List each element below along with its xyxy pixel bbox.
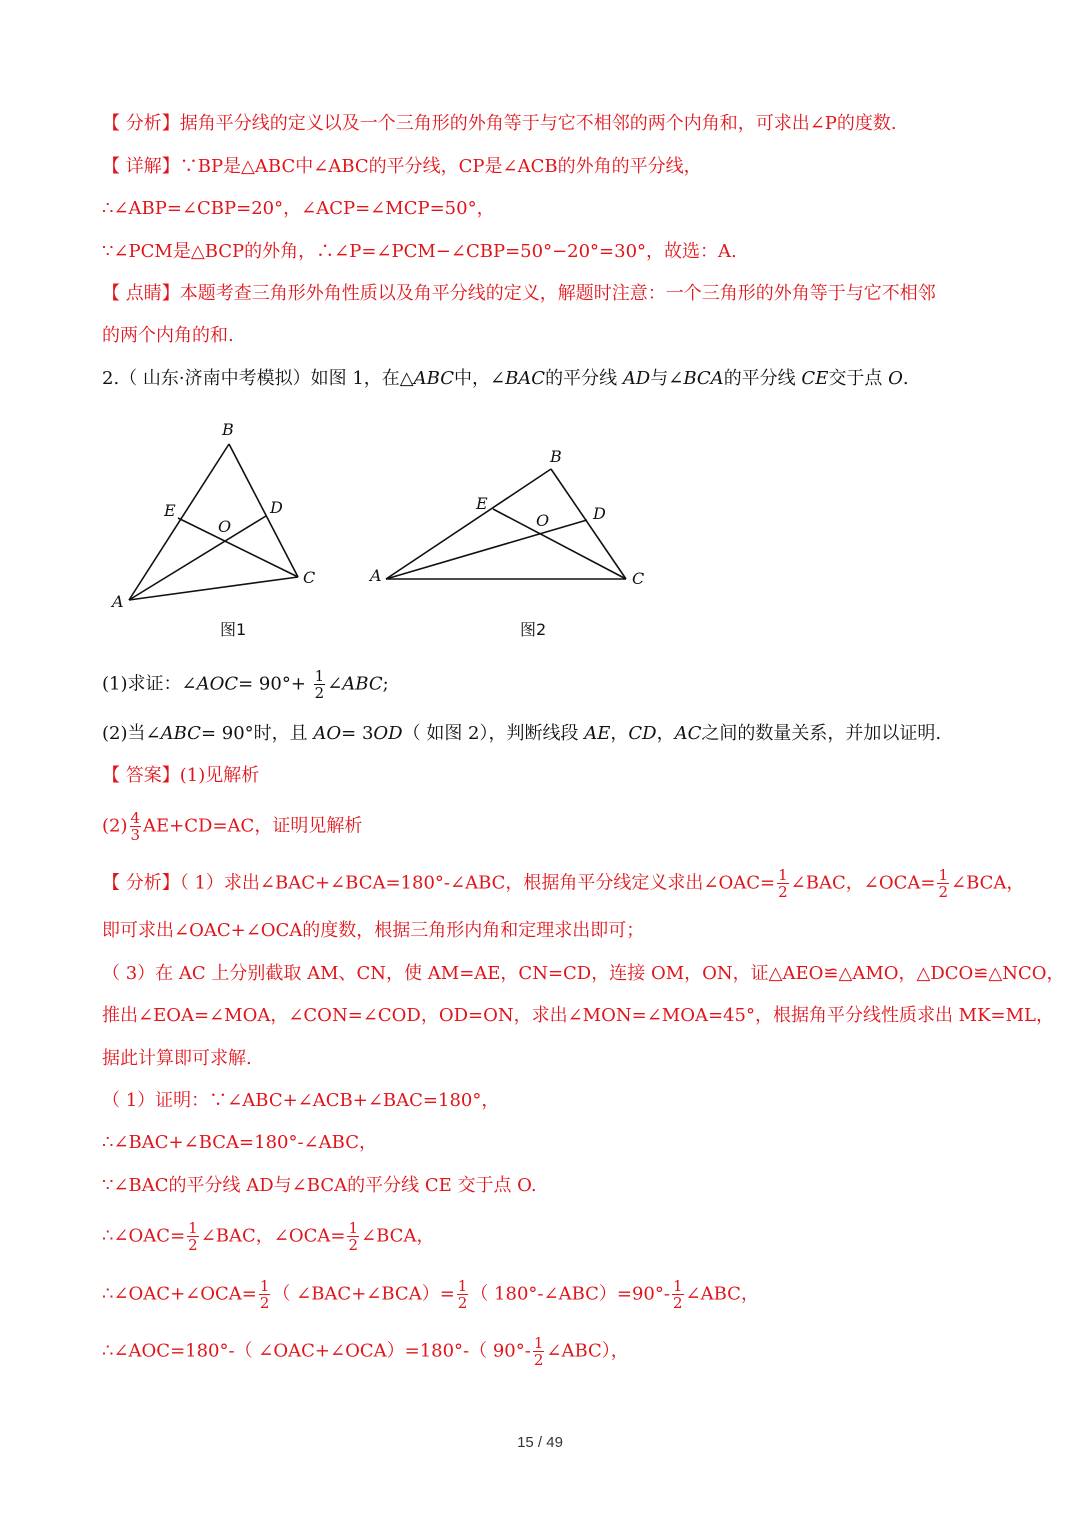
fig1-label-e: E <box>164 501 176 520</box>
fig1-bisector-ce <box>178 518 298 577</box>
comment-line-2: 的两个内角的和. <box>102 325 234 346</box>
fraction-four-thirds: $\frac{4}{3}$ <box>130 809 141 844</box>
fig2-side-ab <box>386 469 551 579</box>
analysis-2-line-1: 【 分析】（ 1）求出∠BAC+∠BCA=180°-∠ABC，根据角平分线定义求出∠OAC= $\frac{1}{2}$ ∠BAC，∠OCA= $\frac{1}{2}$ ∠BCA， <box>102 866 1025 901</box>
analysis-2-line-5: 据此计算即可求解. <box>102 1048 252 1069</box>
explanation-line-2: ∴∠ABP=∠CBP=20°，∠ACP=∠MCP=50°， <box>102 198 495 219</box>
fraction-half: $\frac{1}{2}$ <box>778 866 788 901</box>
comment-line-1: 【 点睛】本题考查三角形外角性质以及角平分线的定义，解题时注意：一个三角形的外角等于与它不相邻 <box>102 283 936 304</box>
page-number: 15 / 49 <box>517 1434 563 1451</box>
fig2-bisector-ce <box>493 509 626 579</box>
analysis-2-line-4: 推出∠EOA=∠MOA，∠CON=∠COD，OD=ON，求出∠MON=∠MOA=45°，根据角平分线性质求出 MK=ML， <box>102 1005 1055 1026</box>
fig2-label-d: D <box>593 504 606 523</box>
proof-line-4: ∴∠OAC= $\frac{1}{2}$ ∠BAC，∠OCA= $\frac{1}{2}$ ∠BCA， <box>102 1219 435 1254</box>
fraction-half: $\frac{1}{2}$ <box>457 1277 468 1312</box>
analysis-2-line-3: （ 3）在 AC 上分别截取 AM、CN，使 AM=AE，CN=CD，连接 OM，ON，证△AEO≌△AMO，△DCO≌△NCO， <box>102 963 1065 984</box>
fraction-half: $\frac{1}{2}$ <box>938 866 948 901</box>
fig1-label-b: B <box>222 420 234 439</box>
explanation-line-3: ∵∠PCM是△BCP的外角，∴∠P=∠PCM−∠CBP=50°−20°=30°，故选：A. <box>102 241 737 262</box>
fig1-label-d: D <box>270 498 283 517</box>
figure-2-triangle <box>360 435 660 605</box>
part-2: (2)当∠ABC= 90°时，且 AO= 3OD（ 如图 2），判断线段 AE，CD，AC之间的数量关系，并加以证明. <box>102 723 942 744</box>
proof-line-6: ∴∠AOC=180°-（ ∠OAC+∠OCA）=180°-（ 90°- $\frac{1}{2}$ ∠ABC）， <box>102 1334 629 1369</box>
fig1-label-a: A <box>112 592 124 611</box>
fig2-label-e: E <box>476 494 488 513</box>
fig2-label-b: B <box>550 447 562 466</box>
figure-2-caption: 图2 <box>520 620 547 639</box>
fig2-label-a: A <box>370 566 382 585</box>
question-2: 2.（ 山东·济南中考模拟）如图 1，在△ABC中，∠BAC的平分线 AD与∠BCA的平分线 CE交于点 O. <box>102 368 909 389</box>
explanation-line-1: 【 详解】∵BP是△ABC中∠ABC的平分线，CP是∠ACB的外角的平分线， <box>102 156 702 177</box>
fig1-label-o: O <box>218 517 232 536</box>
fraction-half: $\frac{1}{2}$ <box>188 1219 198 1254</box>
fig2-label-o: O <box>536 511 550 530</box>
proof-line-1: （ 1）证明：∵∠ABC+∠ACB+∠BAC=180°， <box>102 1090 500 1111</box>
proof-line-3: ∵∠BAC的平分线 AD与∠BCA的平分线 CE 交于点 O. <box>102 1175 537 1196</box>
fig2-side-bc <box>551 469 626 579</box>
proof-line-2: ∴∠BAC+∠BCA=180°-∠ABC， <box>102 1132 377 1153</box>
part-1: (1)求证：∠AOC= 90°+ $\frac{1}{2}$ ∠ABC; <box>102 667 389 702</box>
figure-1-caption: 图1 <box>220 620 247 639</box>
fig2-label-c: C <box>632 569 645 588</box>
proof-line-5: ∴∠OAC+∠OCA= $\frac{1}{2}$ （ ∠BAC+∠BCA）= $\frac{1}{2}$ （ 180°-∠ABC）=90°- $\frac{1}{2}$ ∠ABC， <box>102 1277 759 1312</box>
fraction-half: $\frac{1}{2}$ <box>348 1219 359 1254</box>
fig1-label-c: C <box>303 568 316 587</box>
figure-1-triangle <box>100 410 340 620</box>
answer-line-2: (2) $\frac{4}{3}$ AE+CD=AC，证明见解析 <box>102 809 363 844</box>
fig2-bisector-ad <box>386 520 587 579</box>
fig1-side-ac <box>129 577 298 600</box>
analysis-line: 【 分析】据角平分线的定义以及一个三角形的外角等于与它不相邻的两个内角和，可求出∠P的度数. <box>102 113 897 134</box>
fraction-half: $\frac{1}{2}$ <box>533 1334 544 1369</box>
fraction-half: $\frac{1}{2}$ <box>314 667 325 702</box>
fraction-half: $\frac{1}{2}$ <box>259 1277 270 1312</box>
fraction-half: $\frac{1}{2}$ <box>672 1277 683 1312</box>
fig1-side-bc <box>229 444 298 577</box>
answer-line-1: 【 答案】(1)见解析 <box>102 765 260 786</box>
analysis-2-line-2: 即可求出∠OAC+∠OCA的度数，根据三角形内角和定理求出即可； <box>102 920 645 941</box>
fig1-bisector-ad <box>129 516 266 600</box>
fig1-side-ab <box>129 444 232 600</box>
